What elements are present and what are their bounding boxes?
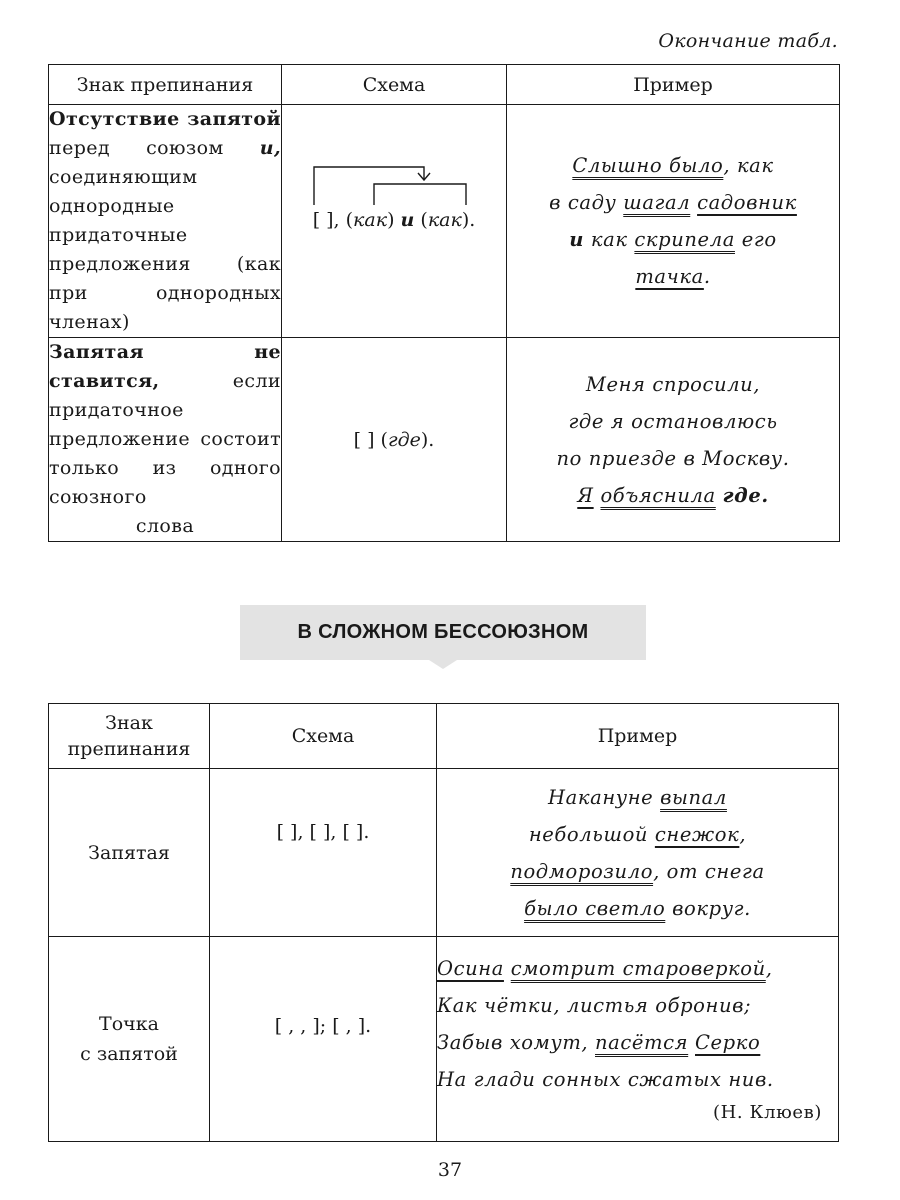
sentence-scheme: [ ] (где). <box>282 338 507 542</box>
sentence-scheme: [ , , ]; [ , ]. <box>210 937 437 1142</box>
section-title: В СЛОЖНОМ БЕССОЮЗНОМ <box>297 621 589 643</box>
example-sentence: Слышно было, как в саду шагал садовник и как скрипела его тачка. <box>507 105 840 338</box>
punctuation-table-asyndetic <box>48 703 839 1142</box>
sentence-scheme: [ ], (как) и (как). <box>282 105 507 338</box>
table-header-row <box>49 65 840 105</box>
rule-description: Отсутствие запятой перед союзом и, соединяющим однородные придаточные предложения (как при однородных членах) <box>49 105 282 338</box>
table-row <box>49 937 839 1142</box>
poem-author: (Н. Клюев) <box>712 1102 822 1123</box>
table-row <box>49 769 839 937</box>
header-scheme: Схема <box>210 704 437 769</box>
example-sentence: Накануне выпал небольшой снежок, подморозило, от снега было светло вокруг. <box>437 769 839 937</box>
page-number: 37 <box>437 1159 463 1181</box>
table-row <box>49 105 840 338</box>
banner-notch <box>429 660 457 669</box>
header-scheme: Схема <box>282 65 507 105</box>
punctuation-table-complex-sentence <box>48 64 840 542</box>
header-punctuation-mark: Знак препинания <box>49 704 210 769</box>
rule-bold-term: Запятая не ставится, <box>49 341 281 392</box>
conjunction-term: и, <box>259 137 281 159</box>
sentence-scheme: [ ], [ ], [ ]. <box>210 769 437 937</box>
continuation-note: Окончание табл. <box>658 30 838 52</box>
example-sentence: Меня спросили, где я остановлюсь по приезде в Москву. Я объяснила где. <box>507 338 840 542</box>
rule-bold-term: Отсутствие запятой <box>49 108 281 130</box>
header-example: Пример <box>437 704 839 769</box>
rule-description: Запятая не ставится, если придаточное предложение состоит только из одного союзного слова <box>49 338 282 542</box>
table-header-row <box>49 704 839 769</box>
section-title-banner <box>240 605 646 660</box>
punctuation-label: Точка с запятой <box>49 937 210 1142</box>
header-punctuation-mark: Знак препинания <box>49 65 282 105</box>
header-example: Пример <box>507 65 840 105</box>
scheme-bracket-arrow-icon <box>294 159 494 207</box>
table-row <box>49 338 840 542</box>
example-poem: Осина смотрит староверкой, Как чётки, листья обронив; Забыв хомут, пасётся Серко На глади сонных сжатых нив. (Н. Клюев) <box>437 937 839 1142</box>
punctuation-label: Запятая <box>49 769 210 937</box>
